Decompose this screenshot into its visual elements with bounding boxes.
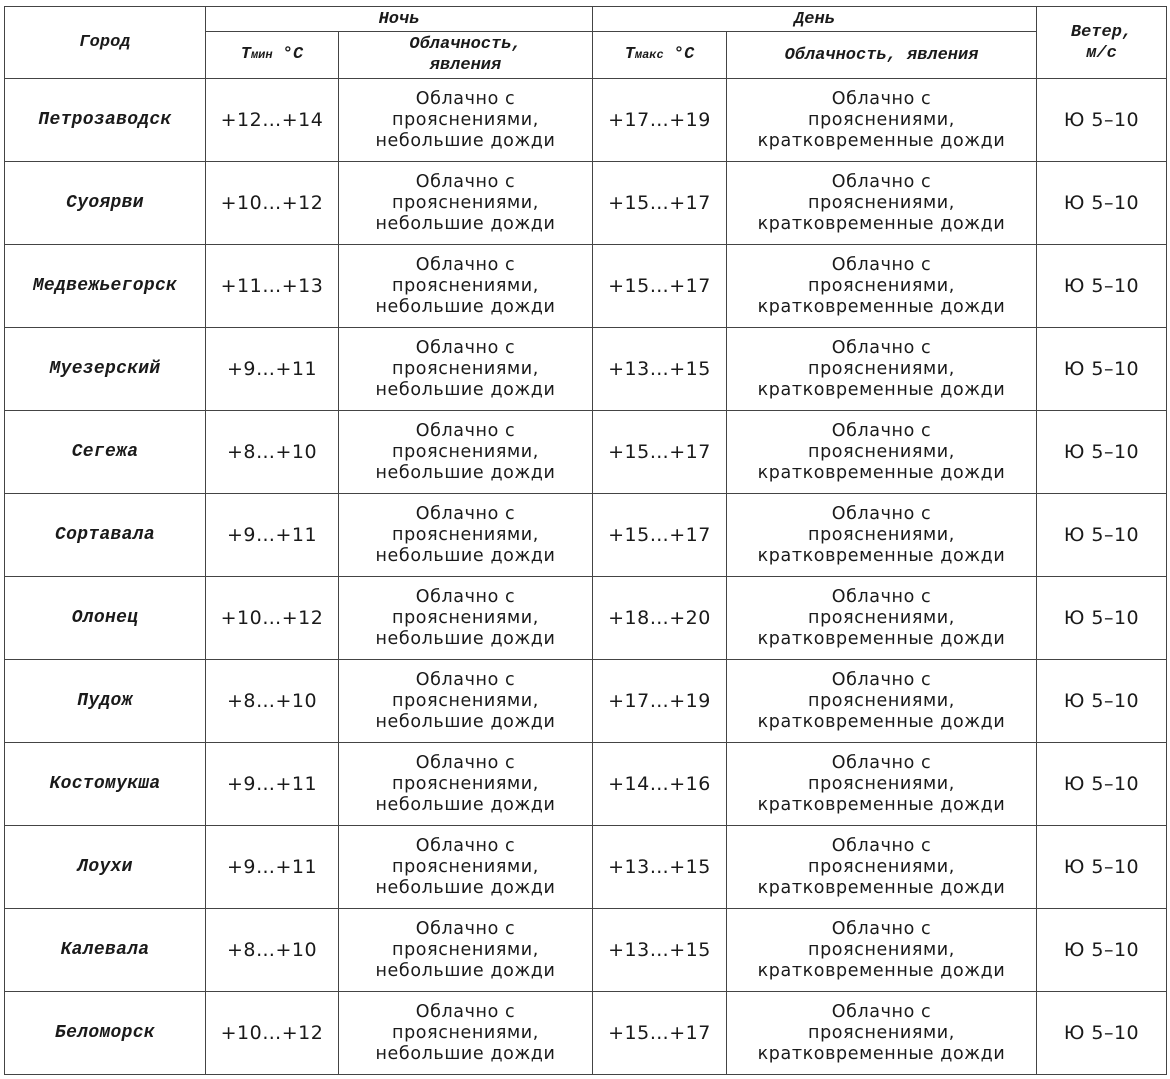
tmax-column-header (593, 32, 727, 79)
night-cloud-desc: Облачно с прояснениями, небольшие дожди (339, 909, 593, 992)
tmax-unit: °С (663, 45, 695, 64)
wind-value: Ю 5–10 (1037, 909, 1167, 992)
table-row (5, 494, 1167, 577)
tmax-subscript: макс (634, 48, 664, 62)
tmin-unit: °С (272, 45, 304, 64)
city-name: Петрозаводск (5, 79, 206, 162)
table-row (5, 411, 1167, 494)
night-temp-min: +8…+10 (206, 411, 339, 494)
day-temp-max: +15…+17 (593, 245, 727, 328)
table-row (5, 162, 1167, 245)
table-row (5, 660, 1167, 743)
day-temp-max: +17…+19 (593, 79, 727, 162)
day-cloud-desc: Облачно с прояснениями, кратковременные дожди (727, 660, 1037, 743)
night-temp-min: +11…+13 (206, 245, 339, 328)
day-temp-max: +15…+17 (593, 162, 727, 245)
tmin-symbol: Т (240, 45, 251, 64)
day-temp-max: +15…+17 (593, 411, 727, 494)
forecast-body (5, 79, 1167, 1075)
day-cloud-desc: Облачно с прояснениями, кратковременные дожди (727, 245, 1037, 328)
city-name: Сегежа (5, 411, 206, 494)
city-name: Калевала (5, 909, 206, 992)
table-row (5, 992, 1167, 1075)
day-temp-max: +13…+15 (593, 909, 727, 992)
day-temp-max: +15…+17 (593, 992, 727, 1075)
day-cloud-desc: Облачно с прояснениями, кратковременные дожди (727, 494, 1037, 577)
wind-value: Ю 5–10 (1037, 245, 1167, 328)
city-name: Лоухи (5, 826, 206, 909)
night-cloud-desc: Облачно с прояснениями, небольшие дожди (339, 162, 593, 245)
city-name: Медвежьегорск (5, 245, 206, 328)
night-temp-min: +9…+11 (206, 328, 339, 411)
night-temp-min: +9…+11 (206, 743, 339, 826)
night-group-header: Ночь (206, 7, 593, 32)
day-cloud-desc: Облачно с прояснениями, кратковременные дожди (727, 577, 1037, 660)
night-temp-min: +8…+10 (206, 660, 339, 743)
city-name: Муезерский (5, 328, 206, 411)
city-name: Сортавала (5, 494, 206, 577)
tmax-symbol: Т (624, 45, 635, 64)
table-row (5, 826, 1167, 909)
day-temp-max: +18…+20 (593, 577, 727, 660)
city-name: Суоярви (5, 162, 206, 245)
wind-value: Ю 5–10 (1037, 992, 1167, 1075)
night-cloud-desc: Облачно с прояснениями, небольшие дожди (339, 245, 593, 328)
wind-value: Ю 5–10 (1037, 743, 1167, 826)
wind-value: Ю 5–10 (1037, 79, 1167, 162)
night-cloud-desc: Облачно с прояснениями, небольшие дожди (339, 992, 593, 1075)
city-name: Беломорск (5, 992, 206, 1075)
day-cloud-desc: Облачно с прояснениями, кратковременные дожди (727, 826, 1037, 909)
wind-value: Ю 5–10 (1037, 494, 1167, 577)
night-temp-min: +10…+12 (206, 992, 339, 1075)
wind-value: Ю 5–10 (1037, 660, 1167, 743)
city-name: Пудож (5, 660, 206, 743)
wind-value: Ю 5–10 (1037, 162, 1167, 245)
day-temp-max: +15…+17 (593, 494, 727, 577)
day-cloud-column-header: Облачность, явления (727, 32, 1037, 79)
night-temp-min: +10…+12 (206, 577, 339, 660)
night-cloud-desc: Облачно с прояснениями, небольшие дожди (339, 494, 593, 577)
day-cloud-desc: Облачно с прояснениями, кратковременные дожди (727, 743, 1037, 826)
day-cloud-desc: Облачно с прояснениями, кратковременные дожди (727, 79, 1037, 162)
tmin-column-header (206, 32, 339, 79)
day-temp-max: +13…+15 (593, 328, 727, 411)
wind-value: Ю 5–10 (1037, 328, 1167, 411)
table-row (5, 909, 1167, 992)
night-cloud-desc: Облачно с прояснениями, небольшие дожди (339, 411, 593, 494)
day-cloud-desc: Облачно с прояснениями, кратковременные дожди (727, 162, 1037, 245)
night-temp-min: +10…+12 (206, 162, 339, 245)
table-row (5, 245, 1167, 328)
night-cloud-desc: Облачно с прояснениями, небольшие дожди (339, 328, 593, 411)
night-cloud-desc: Облачно с прояснениями, небольшие дожди (339, 826, 593, 909)
city-column-header: Город (5, 7, 206, 79)
day-temp-max: +17…+19 (593, 660, 727, 743)
night-temp-min: +9…+11 (206, 826, 339, 909)
night-cloud-desc: Облачно с прояснениями, небольшие дожди (339, 660, 593, 743)
city-name: Костомукша (5, 743, 206, 826)
table-row (5, 79, 1167, 162)
table-row (5, 577, 1167, 660)
wind-value: Ю 5–10 (1037, 826, 1167, 909)
wind-column-header: Ветер, м/с (1037, 7, 1167, 79)
day-cloud-desc: Облачно с прояснениями, кратковременные дожди (727, 992, 1037, 1075)
forecast-table (4, 6, 1167, 1075)
wind-value: Ю 5–10 (1037, 411, 1167, 494)
night-temp-min: +12…+14 (206, 79, 339, 162)
day-temp-max: +14…+16 (593, 743, 727, 826)
day-cloud-desc: Облачно с прояснениями, кратковременные дожди (727, 909, 1037, 992)
wind-value: Ю 5–10 (1037, 577, 1167, 660)
table-row (5, 328, 1167, 411)
day-group-header: День (593, 7, 1037, 32)
night-cloud-desc: Облачно с прояснениями, небольшие дожди (339, 577, 593, 660)
night-cloud-column-header: Облачность, явления (339, 32, 593, 79)
night-cloud-desc: Облачно с прояснениями, небольшие дожди (339, 79, 593, 162)
table-row (5, 743, 1167, 826)
night-cloud-desc: Облачно с прояснениями, небольшие дожди (339, 743, 593, 826)
day-temp-max: +13…+15 (593, 826, 727, 909)
tmin-subscript: мин (250, 48, 273, 62)
city-name: Олонец (5, 577, 206, 660)
day-cloud-desc: Облачно с прояснениями, кратковременные дожди (727, 328, 1037, 411)
day-cloud-desc: Облачно с прояснениями, кратковременные дожди (727, 411, 1037, 494)
night-temp-min: +9…+11 (206, 494, 339, 577)
header-row-top (5, 7, 1167, 32)
night-temp-min: +8…+10 (206, 909, 339, 992)
